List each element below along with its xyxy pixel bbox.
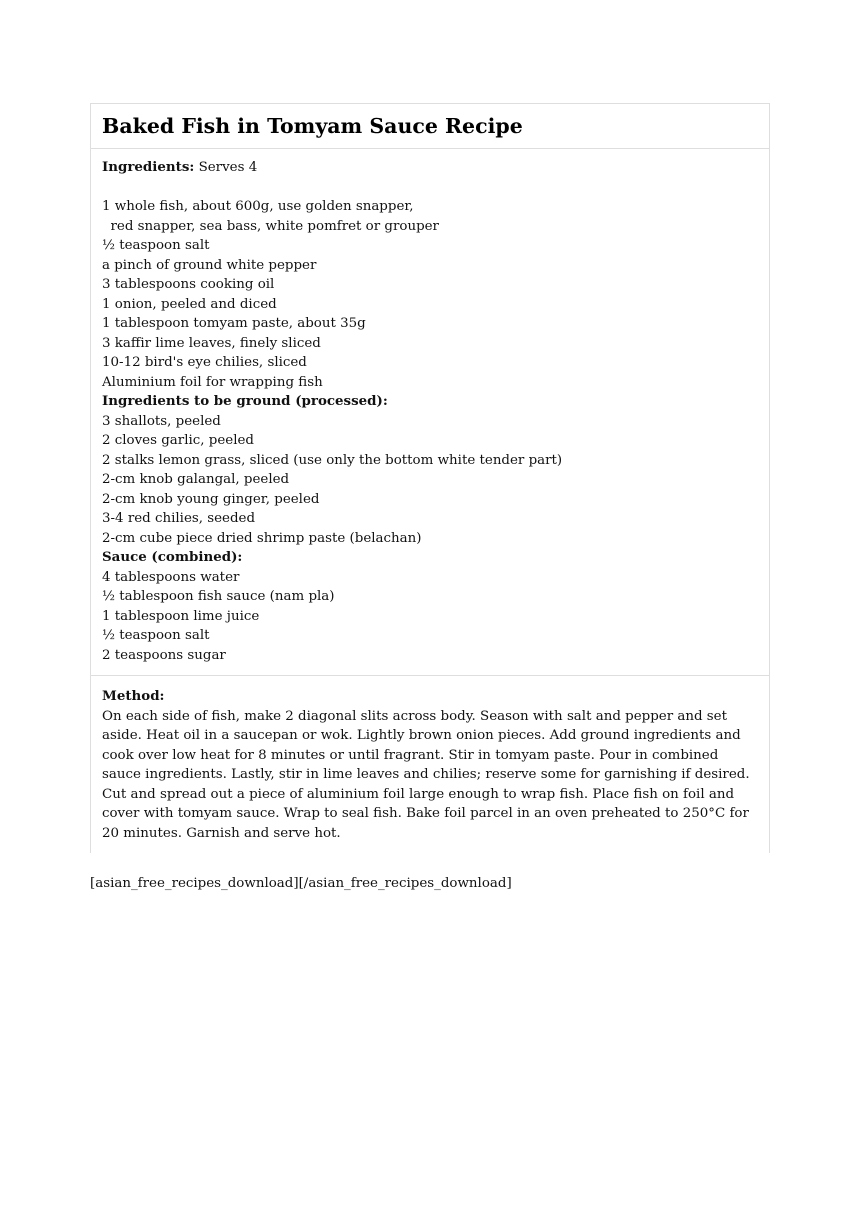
ingredient-item: 3-4 red chilies, seeded — [102, 511, 256, 526]
ingredient-item: 3 tablespoons cooking oil — [102, 277, 275, 292]
download-shortcode: [asian_free_recipes_download][/asian_free_recipes_download] — [90, 876, 512, 891]
sauce-ingredients-list — [102, 568, 758, 666]
ingredients-header — [102, 158, 758, 178]
method-text: On each side of fish, make 2 diagonal slits across body. Season with salt and pepper and set aside. Heat oil in a saucepan or wok. Lightly brown onion pieces. Add ground ingredients and cook over low heat for 8 minutes or until fragrant. Stir in tomyam paste. Pour in combined sauce ingredients. Lastly, stir in lime leaves and chilies; reserve some for garnishing if desired. Cut and spread out a piece of aluminium foil large enough to wrap fish. Place fish on foil and cover with tomyam sauce. Wrap to seal fish. Bake foil parcel in an oven preheated to 250°C for 20 minutes. Garnish and serve hot. — [102, 708, 750, 841]
ingredient-item: 2-cm cube piece dried shrimp paste (belachan) — [102, 530, 422, 546]
recipe-title: Baked Fish in Tomyam Sauce Recipe — [102, 114, 523, 138]
ingredient-item: 2 stalks lemon grass, sliced (use only the bottom white tender part) — [102, 452, 563, 468]
ingredient-item: ½ teaspoon salt — [102, 238, 210, 253]
ingredient-item: 1 whole fish, about 600g, use golden snapper, — [102, 199, 414, 214]
spacer — [102, 178, 758, 198]
serves-text: Serves 4 — [198, 160, 258, 175]
ingredients-section — [91, 149, 769, 676]
ingredient-item: 2-cm knob young ginger, peeled — [102, 491, 320, 507]
ingredient-item: 2 cloves garlic, peeled — [102, 433, 254, 448]
ingredient-item: 2-cm knob galangal, peeled — [102, 472, 290, 487]
ingredient-item: 1 onion, peeled and diced — [102, 296, 277, 312]
sauce-heading: Sauce (combined): — [102, 549, 243, 565]
title-row — [91, 104, 769, 149]
ingredient-item: 3 shallots, peeled — [102, 413, 221, 429]
ingredient-item: red snapper, sea bass, white pomfret or grouper — [102, 218, 439, 234]
ground-ingredients-heading: Ingredients to be ground (processed): — [102, 393, 388, 409]
main-ingredients-list — [102, 197, 758, 392]
ground-ingredients-list — [102, 412, 758, 549]
recipe-card — [90, 103, 770, 853]
ingredient-item: 1 tablespoon tomyam paste, about 35g — [102, 316, 366, 331]
ingredient-item: 4 tablespoons water — [102, 569, 240, 585]
ingredient-item: 2 teaspoons sugar — [102, 647, 226, 663]
method-section — [91, 676, 769, 853]
method-heading: Method: — [102, 688, 165, 704]
ingredient-item: ½ tablespoon fish sauce (nam pla) — [102, 589, 335, 604]
ingredient-item: a pinch of ground white pepper — [102, 257, 317, 273]
ingredient-item: 3 kaffir lime leaves, finely sliced — [102, 335, 321, 351]
ingredient-item: ½ teaspoon salt — [102, 628, 210, 643]
ingredient-item: 1 tablespoon lime juice — [102, 608, 260, 624]
ingredient-item: 10-12 bird's eye chilies, sliced — [102, 355, 307, 370]
ingredients-label: Ingredients: — [102, 159, 195, 175]
ingredient-item: Aluminium foil for wrapping fish — [102, 374, 323, 390]
